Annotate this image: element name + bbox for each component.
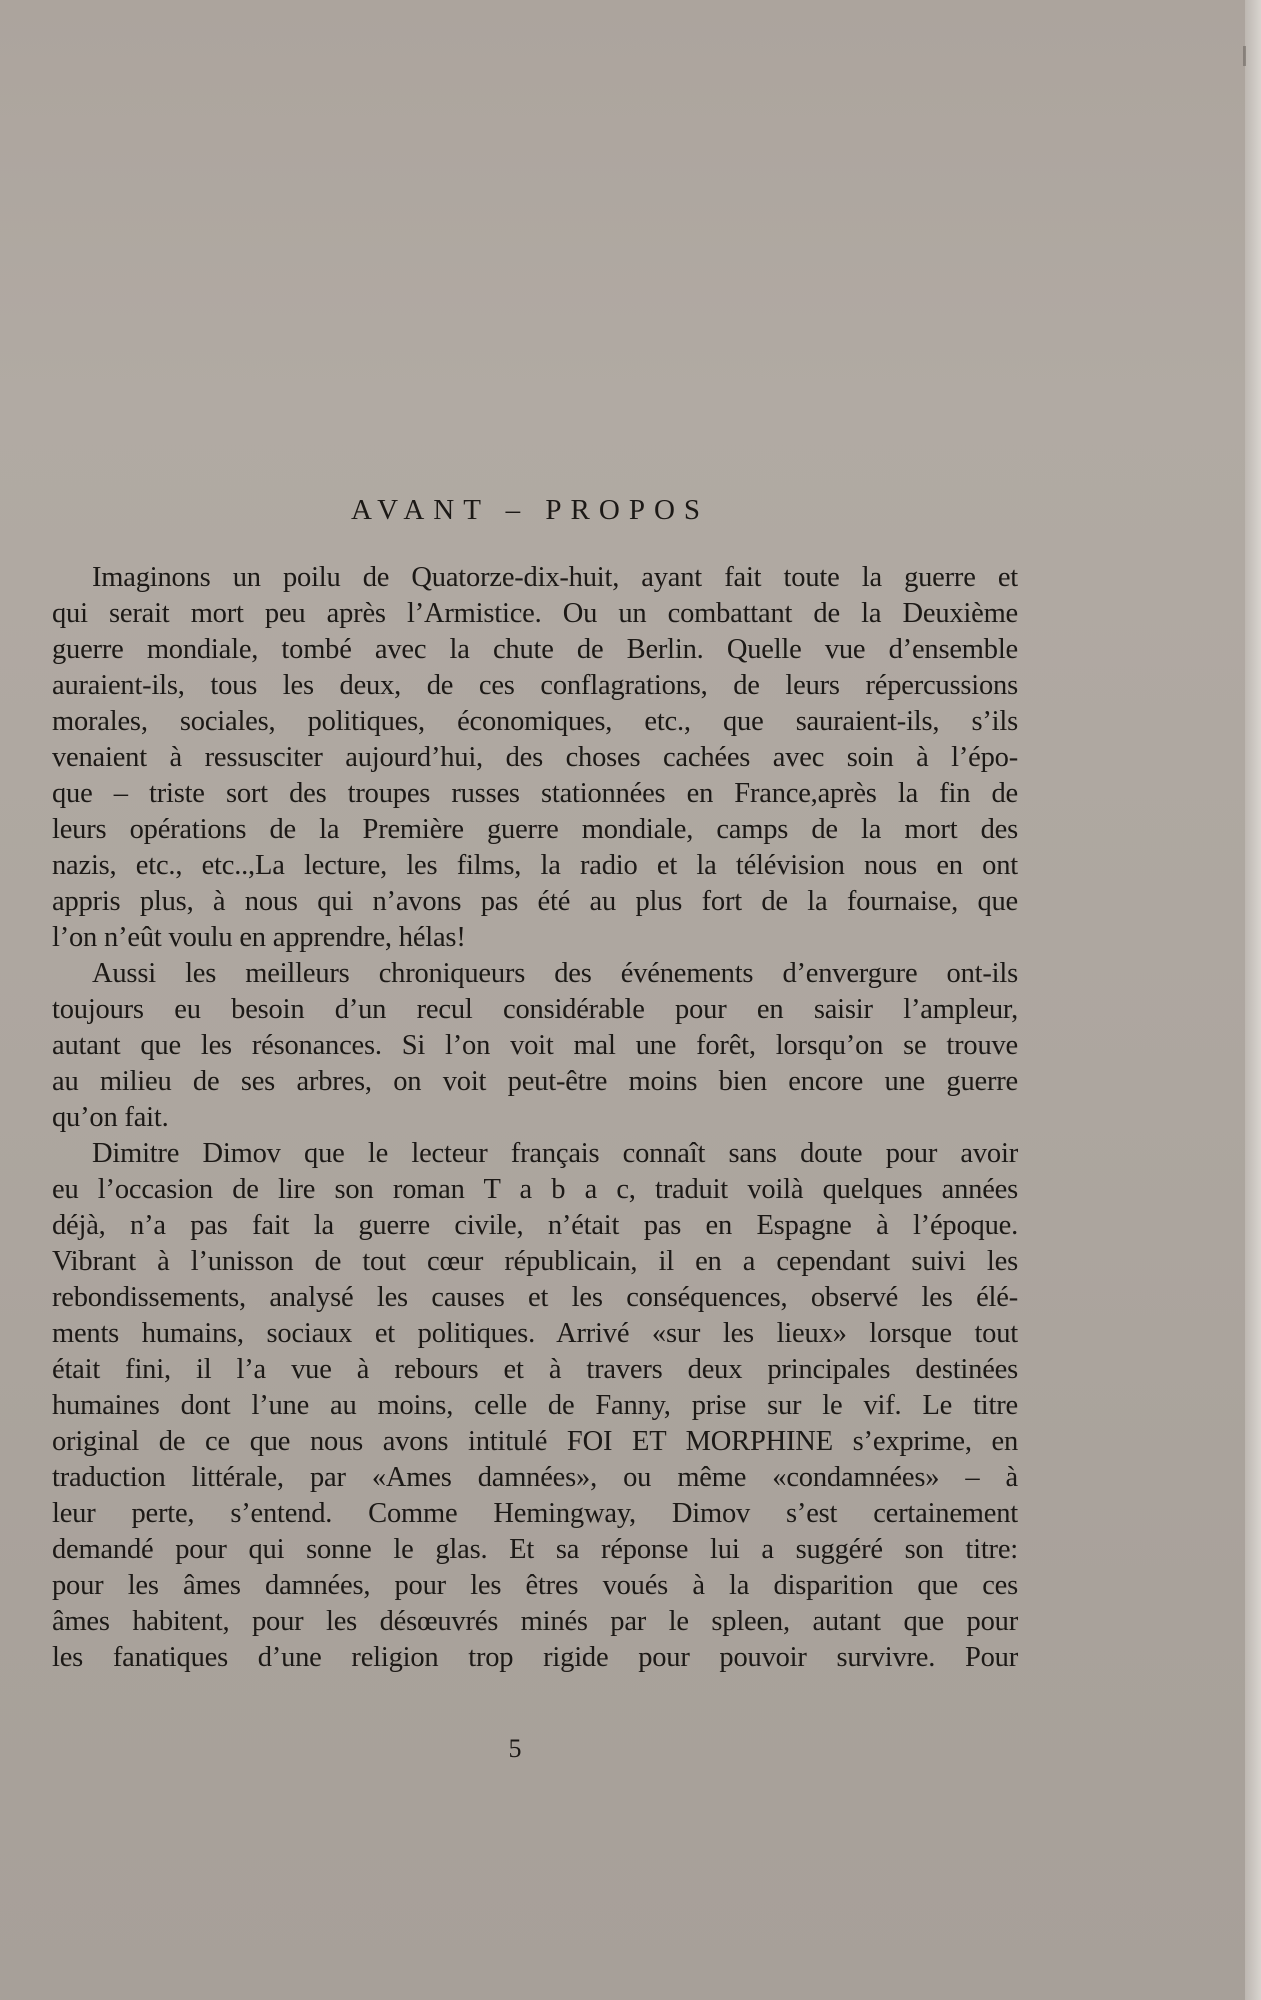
text-line: pour les âmes damnées, pour les êtres voués à la disparition que ces — [52, 1570, 1018, 1601]
text-line: demandé pour qui sonne le glas. Et sa réponse lui a suggéré son titre: — [52, 1534, 1018, 1565]
text-line: toujours eu besoin d’un recul considérable pour en saisir l’ampleur, — [52, 994, 1018, 1025]
text-line: qui serait mort peu après l’Armistice. Ou un combattant de la Deuxième — [52, 598, 1018, 629]
text-line: guerre mondiale, tombé avec la chute de Berlin. Quelle vue d’ensemble — [52, 634, 1018, 665]
text-line: les fanatiques d’une religion trop rigide pour pouvoir survivre. Pour — [52, 1642, 1018, 1673]
text-line: autant que les résonances. Si l’on voit mal une forêt, lorsqu’on se trouve — [52, 1030, 1018, 1061]
chapter-title: AVANT – PROPOS — [350, 494, 710, 526]
text-line: original de ce que nous avons intitulé FOI ET MORPHINE s’exprime, en — [52, 1426, 1018, 1457]
text-line: venaient à ressusciter aujourd’hui, des choses cachées avec soin à l’épo- — [52, 742, 1018, 773]
text-line: Imaginons un poilu de Quatorze-dix-huit, ayant fait toute la guerre et — [92, 562, 1018, 593]
body-text — [52, 560, 1018, 1676]
text-line: Aussi les meilleurs chroniqueurs des événements d’envergure ont-ils — [92, 958, 1018, 989]
text-line: au milieu de ses arbres, on voit peut-être moins bien encore une guerre — [52, 1066, 1018, 1097]
text-line: humaines dont l’une au moins, celle de Fanny, prise sur le vif. Le titre — [52, 1390, 1018, 1421]
text-line: auraient-ils, tous les deux, de ces conflagrations, de leurs répercussions — [52, 670, 1018, 701]
text-line: était fini, il l’a vue à rebours et à travers deux principales destinées — [52, 1354, 1018, 1385]
text-line: leur perte, s’entend. Comme Hemingway, Dimov s’est certainement — [52, 1498, 1018, 1529]
text-line: Dimitre Dimov que le lecteur français connaît sans doute pour avoir — [92, 1138, 1018, 1169]
text-line: ments humains, sociaux et politiques. Arrivé «sur les lieux» lorsque tout — [52, 1318, 1018, 1349]
page-edge-mark — [1243, 46, 1246, 66]
text-line: rebondissements, analysé les causes et les conséquences, observé les élé- — [52, 1282, 1018, 1313]
text-line: qu’on fait. — [52, 1102, 169, 1133]
page-edge — [1245, 0, 1261, 2000]
text-line: l’on n’eût voulu en apprendre, hélas! — [52, 922, 466, 953]
text-line: eu l’occasion de lire son roman T a b a c, traduit voilà quelques années — [52, 1174, 1018, 1205]
text-line: traduction littérale, par «Ames damnées», ou même «condamnées» – à — [52, 1462, 1018, 1493]
text-line: que – triste sort des troupes russes stationnées en France,après la fin de — [52, 778, 1018, 809]
text-line: leurs opérations de la Première guerre mondiale, camps de la mort des — [52, 814, 1018, 845]
page-number: 5 — [508, 1734, 522, 1763]
text-line: déjà, n’a pas fait la guerre civile, n’était pas en Espagne à l’époque. — [52, 1210, 1018, 1241]
text-line: Vibrant à l’unisson de tout cœur républicain, il en a cependant suivi les — [52, 1246, 1018, 1277]
text-line: morales, sociales, politiques, économiques, etc., que sauraient-ils, s’ils — [52, 706, 1018, 737]
text-line: nazis, etc., etc..,La lecture, les films, la radio et la télévision nous en ont — [52, 850, 1018, 881]
text-line: âmes habitent, pour les désœuvrés minés par le spleen, autant que pour — [52, 1606, 1018, 1637]
text-line: appris plus, à nous qui n’avons pas été au plus fort de la fournaise, que — [52, 886, 1018, 917]
